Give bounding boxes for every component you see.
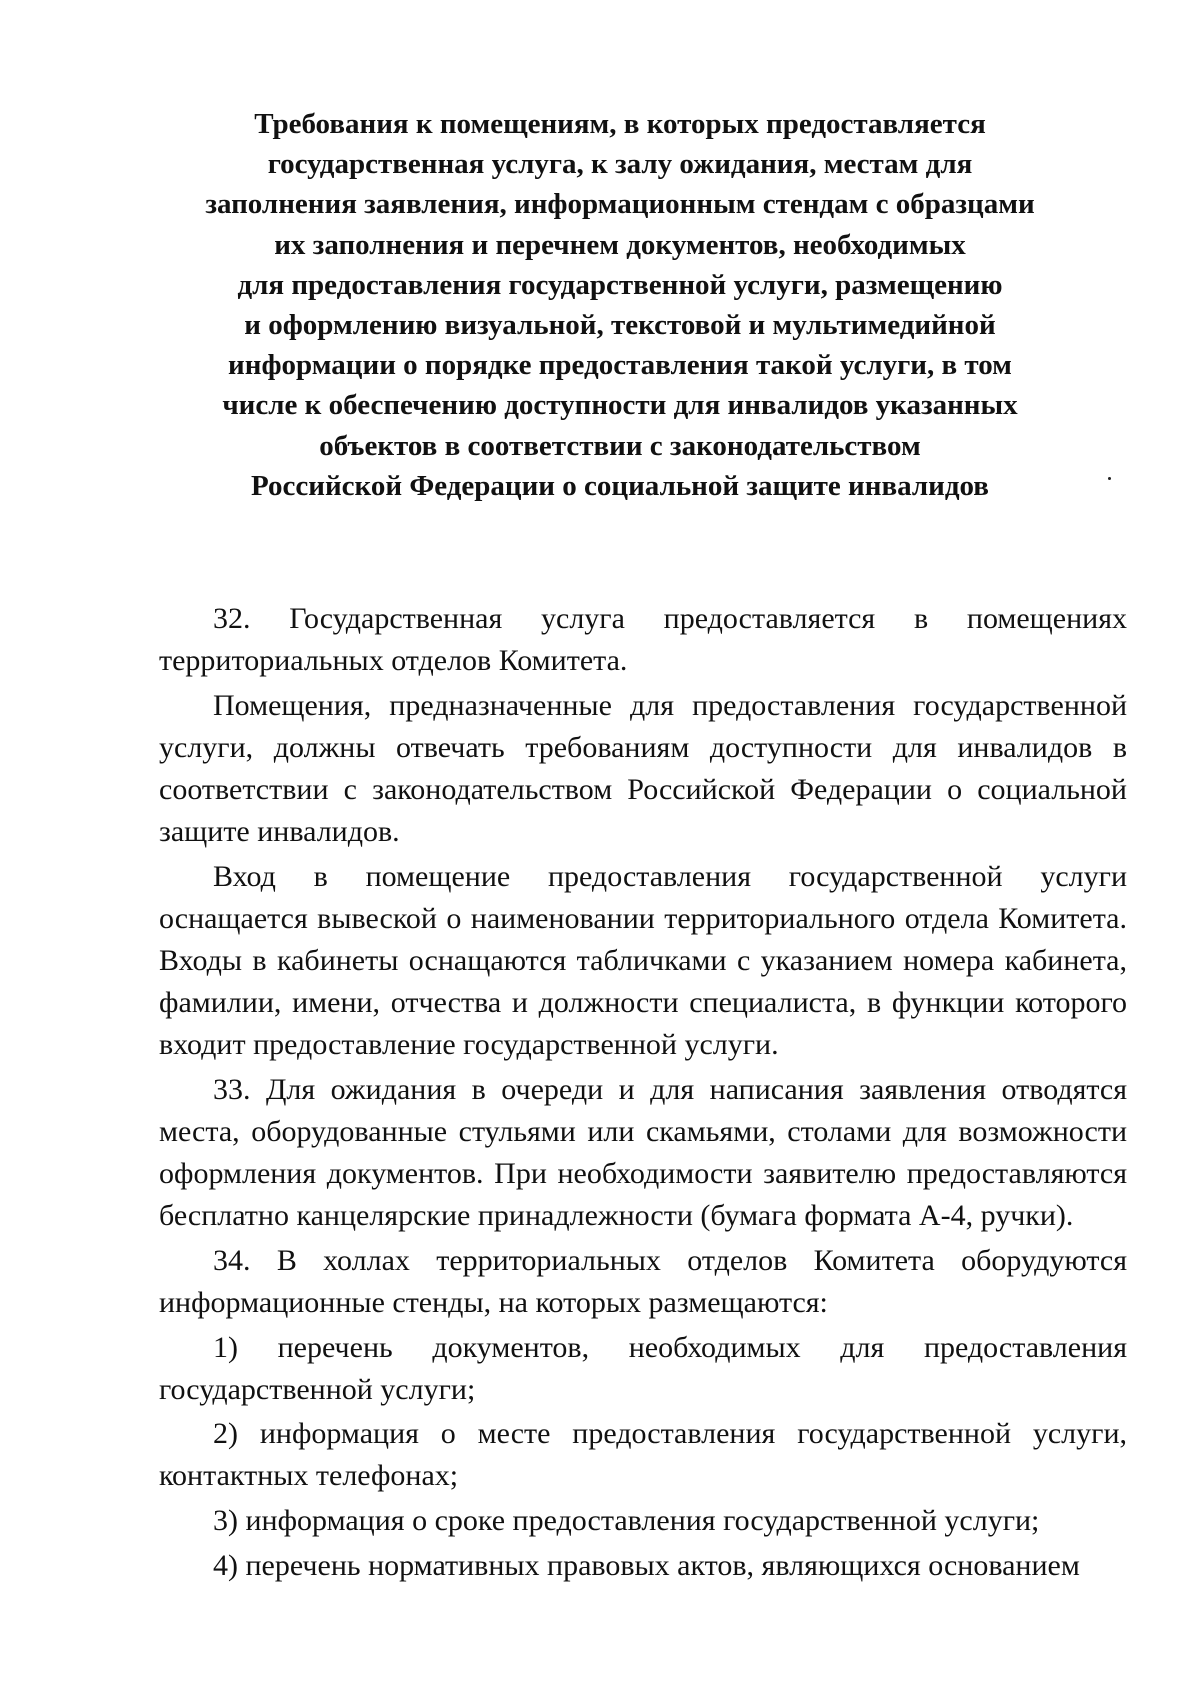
heading-line: числе к обеспечению доступности для инвалидов указанных	[222, 389, 1018, 422]
list-item-2: 2) информация о месте предоставления государственной услуги, контактных телефонах;	[159, 1417, 1127, 1493]
heading-line: для предоставления государственной услуги, размещению	[237, 268, 1003, 301]
scan-speck	[1108, 477, 1111, 480]
heading-line: государственная услуга, к залу ожидания, местам для	[267, 148, 973, 181]
heading-line: и оформлению визуальной, текстовой и мультимедийной	[244, 309, 996, 342]
paragraph-premises-requirements: Помещения, предназначенные для предоставления государственной услуги, должны отвечать требованиям доступности для инвалидов в соответствии с законодательством Российской Федерации о социальной защите инвалидов.	[159, 688, 1127, 849]
heading-line: информации о порядке предоставления такой услуги, в том	[228, 349, 1012, 382]
paragraph-34: 34. В холлах территориальных отделов Комитета оборудуются информационные стенды, на которых размещаются:	[159, 1243, 1127, 1319]
paragraph-entrance-signage: Вход в помещение предоставления государственной услуги оснащается вывеской о наименовании территориального отдела Комитета. Входы в кабинеты оснащаются табличками с указанием номера кабинета, фамилии, имени, отчества и должности специалиста, в функции которого входит предоставление государственной услуги.	[159, 859, 1127, 1062]
heading-line: Требования к помещениям, в которых предоставляется	[254, 108, 986, 140]
document-body	[159, 598, 1127, 1590]
heading-line: Российской Федерации о социальной защите инвалидов	[251, 469, 989, 502]
paragraph-32: 32. Государственная услуга предоставляется в помещениях территориальных отделов Комитета.	[159, 602, 1127, 678]
section-heading	[140, 104, 1100, 506]
heading-line: заполнения заявления, информационным стендам с образцами	[205, 188, 1035, 221]
heading-line: объектов в соответствии с законодательством	[319, 429, 921, 462]
list-item-3: 3) информация о сроке предоставления государственной услуги;	[213, 1504, 1040, 1538]
paragraph-33: 33. Для ожидания в очереди и для написания заявления отводятся места, оборудованные стульями или скамьями, столами для возможности оформления документов. При необходимости заявителю предоставляются бесплатно канцелярские принадлежности (бумага формата А-4, ручки).	[159, 1072, 1127, 1233]
list-item-1: 1) перечень документов, необходимых для предоставления государственной услуги;	[159, 1330, 1127, 1406]
list-item-4: 4) перечень нормативных правовых актов, являющихся основанием	[213, 1548, 1080, 1582]
heading-line: их заполнения и перечнем документов, необходимых	[274, 228, 966, 261]
